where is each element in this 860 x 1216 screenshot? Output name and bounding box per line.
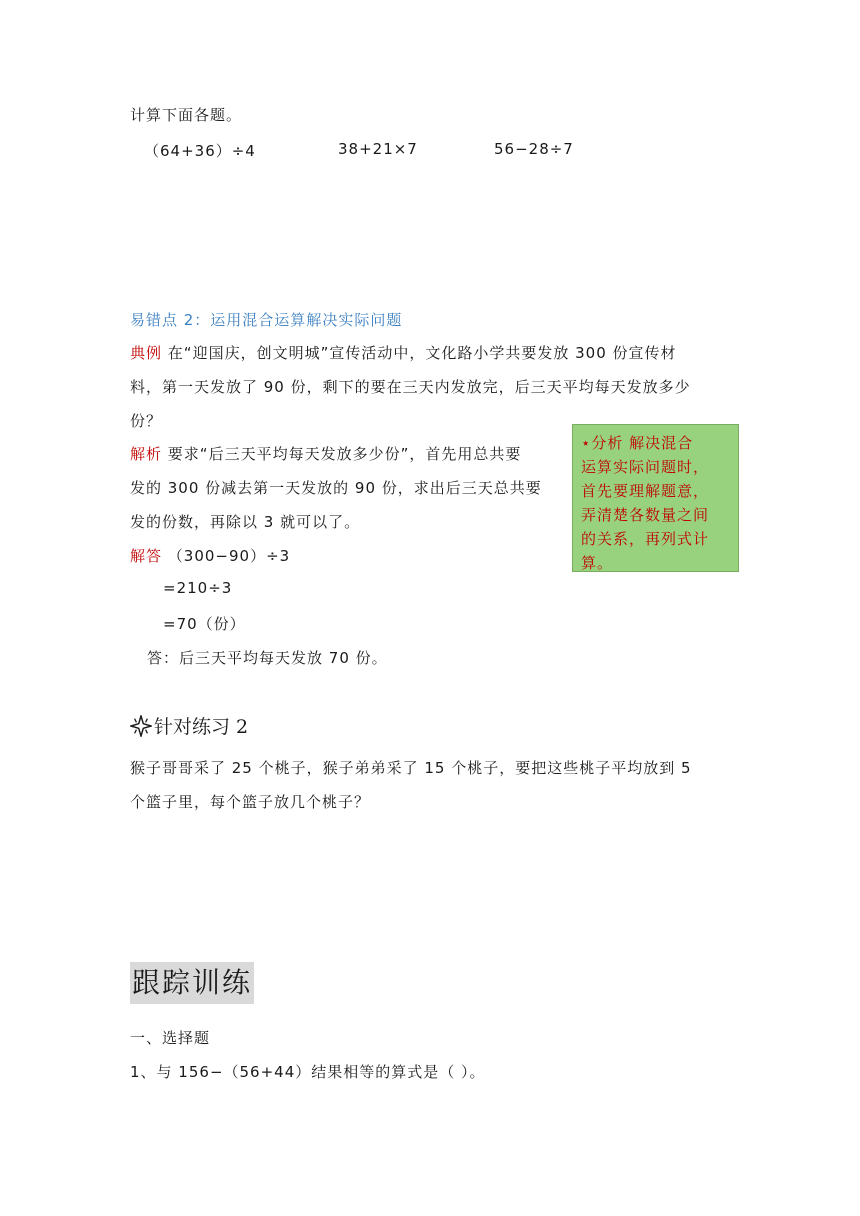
note-line: 弄清楚各数量之间 [581,506,710,524]
problem-1: （64+36）÷4 [144,142,256,160]
analysis-note-box [572,424,739,572]
problem-3: 56−28÷7 [494,140,574,158]
analysis-line-2: 发的 300 份减去第一天发放的 90 份，求出后三天总共要 [130,479,542,497]
analysis-text: 要求“后三天平均每天发放多少份”，首先用总共要 [167,445,522,463]
practice-title-row [130,712,248,739]
example-line-3: 份？ [130,412,163,430]
choice-subheading: 一、选择题 [130,1029,211,1047]
tracking-title: 跟踪训练 [130,962,254,1004]
problem-2: 38+21×7 [338,140,418,158]
note-line: 运算实际问题时， [581,458,710,476]
note-line: 算。 [581,554,614,572]
note-line: ⋆分析 解决混合 [581,434,694,452]
exercise-intro: 计算下面各题。 [130,106,243,124]
analysis-line-3: 发的份数，再除以 3 就可以了。 [130,513,361,531]
practice-title: 针对练习 2 [154,716,249,738]
example-line-1 [130,342,677,363]
example-label: 典例 [130,344,163,362]
note-line: 的关系，再列式计 [581,530,710,548]
analysis-line-1 [130,443,521,464]
example-text: 在“迎国庆，创文明城”宣传活动中，文化路小学共要发放 300 份宣传材 [167,344,677,362]
answer-line-1 [130,545,290,566]
answer-step-1: （300−90）÷3 [167,547,291,565]
practice-text-1: 猴子哥哥采了 25 个桃子，猴子弟弟采了 15 个桃子，要把这些桃子平均放到 5 [130,759,692,777]
answer-label: 解答 [130,547,163,565]
answer-step-2: =210÷3 [163,579,233,597]
answer-final: 答：后三天平均每天发放 70 份。 [147,649,388,667]
sparkle-star-icon [130,715,152,737]
practice-text-2: 个篮子里，每个篮子放几个桃子？ [130,793,371,811]
question-1: 1、与 156−（56+44）结果相等的算式是（ ）。 [130,1063,486,1081]
analysis-label: 解析 [130,445,163,463]
example-line-2: 料，第一天发放了 90 份，剩下的要在三天内发放完，后三天平均每天发放多少 [130,378,691,396]
answer-step-3: =70（份） [163,615,246,633]
note-line: 首先要理解题意， [581,482,710,500]
error-point-heading: 易错点 2：运用混合运算解决实际问题 [130,311,403,329]
